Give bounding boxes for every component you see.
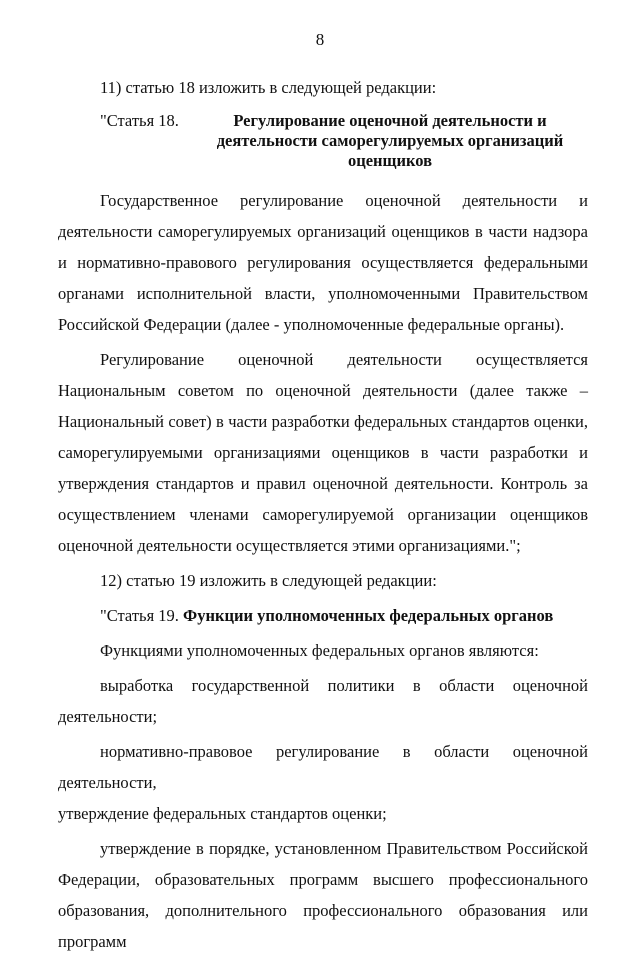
document-body: [58, 72, 588, 957]
article-18-heading: [58, 111, 588, 171]
amendment-item-11: 11) статью 18 изложить в следующей редакции:: [100, 78, 437, 97]
article-18-paragraph: Регулирование оценочной деятельности осуществляется Национальным советом по оценочной деятельности (далее также – Национальный совет) в части разработки федеральных стандартов оценки, саморегулируемыми организациями оценщиков в части разработки и утверждения стандартов и правил оценочной деятельности. Контроль за осуществлением членами саморегулируемой организации оценщиков оценочной деятельности осуществляется этими организациями.";: [58, 350, 588, 555]
article-18-paragraph: Государственное регулирование оценочной деятельности и деятельности саморегулируемых организаций оценщиков в части надзора и нормативно-правового регулирования осуществляется федеральными органами исполнительной власти, уполномоченными Правительством Российской Федерации (далее - уполномоченные федеральные органы).: [58, 191, 588, 334]
amendment-item-12: 12) статью 19 изложить в следующей редакции:: [100, 571, 437, 590]
article-19-title: Функции уполномоченных федеральных органов: [183, 606, 554, 625]
article-19-paragraph: выработка государственной политики в области оценочной деятельности;: [58, 676, 588, 726]
article-19-heading: [58, 600, 588, 631]
article-18-title: Регулирование оценочной деятельности и деятельности саморегулируемых организаций оценщиков: [216, 111, 564, 170]
article-18-number: "Статья 18.: [100, 111, 179, 130]
article-19-number: "Статья 19.: [100, 606, 179, 625]
article-19-paragraph: утверждение федеральных стандартов оценки;: [58, 804, 387, 823]
page-number: 8: [315, 30, 325, 49]
article-19-paragraph: Функциями уполномоченных федеральных органов являются:: [100, 641, 539, 660]
article-19-paragraph: утверждение в порядке, установленном Правительством Российской Федерации, образовательных программ высшего профессионального образования, дополнительного профессионального образования или программ: [58, 839, 588, 951]
article-19-paragraph: нормативно-правовое регулирование в области оценочной деятельности,: [58, 742, 588, 792]
